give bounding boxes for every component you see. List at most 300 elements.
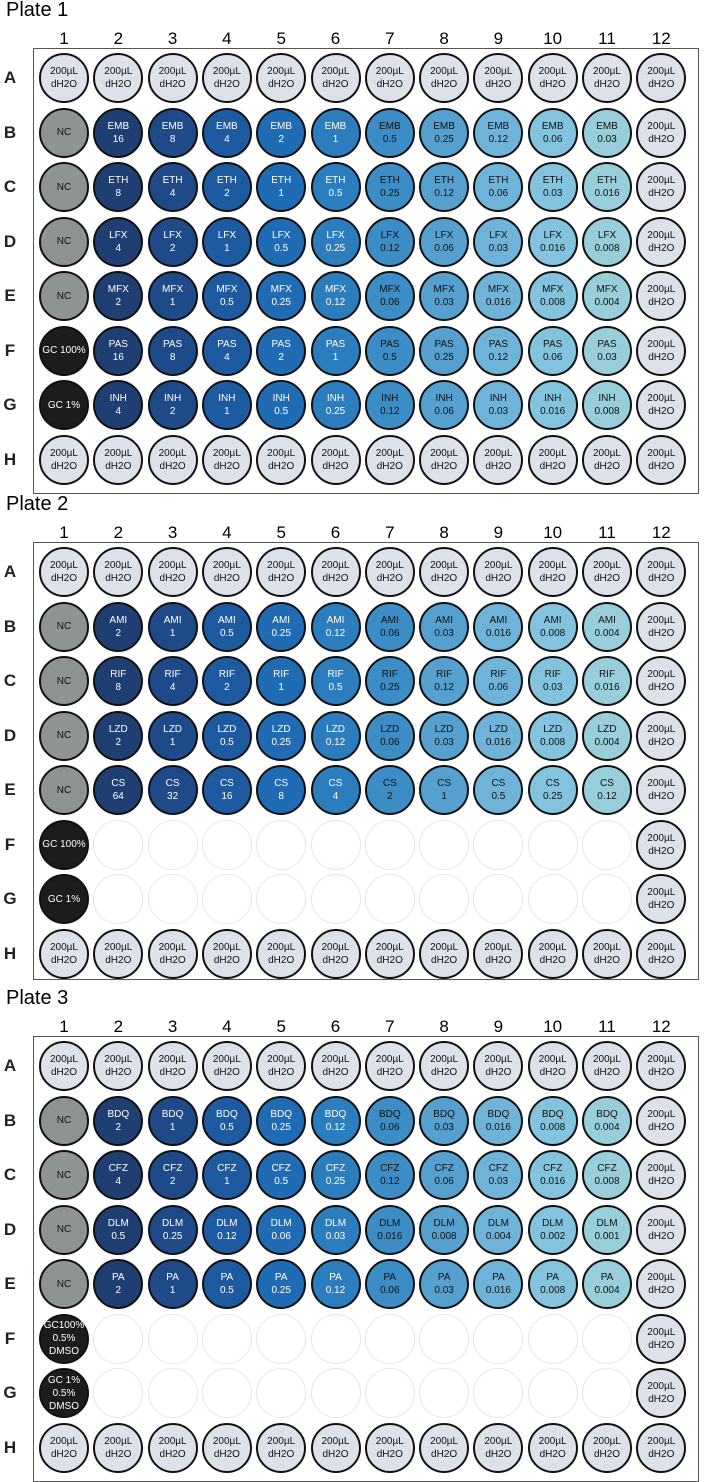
drug-dose: 0.5 [219, 1121, 234, 1133]
drug-well [419, 217, 469, 267]
well-label-line: 200µL [267, 1435, 296, 1447]
drug-dose: 0.03 [488, 406, 509, 417]
well-label-line: dH2O [159, 1067, 186, 1078]
row-header: C [3, 671, 17, 690]
water-well [256, 929, 306, 979]
well-label-line: 200µL [49, 560, 78, 571]
drug-well [256, 217, 306, 267]
drug-well [148, 1096, 198, 1146]
well-label-line: dH2O [648, 1230, 675, 1242]
well-label-line: dH2O [376, 460, 403, 472]
well-label-line: GC 1% [47, 399, 81, 411]
drug-name: MFX [542, 284, 564, 295]
row-header: D [3, 231, 17, 251]
water-well [365, 435, 415, 485]
drug-name: LZD [326, 723, 345, 735]
drug-dose: 0.03 [597, 351, 617, 363]
drug-dose: 0.06 [380, 627, 400, 639]
well-label-line: NC [56, 1169, 72, 1181]
drug-well [93, 1096, 143, 1146]
empty-well [582, 820, 632, 870]
drug-dose: 0.008 [540, 297, 566, 308]
drug-dose: 0.03 [488, 242, 509, 254]
drug-dose: 0.016 [485, 736, 511, 748]
drug-name: MFX [216, 284, 238, 295]
drug-dose: 0.008 [431, 1230, 457, 1242]
well-label-line: 200µL [321, 941, 350, 953]
drug-name: MFX [379, 284, 401, 295]
drug-dose: 0.5 [219, 736, 234, 748]
drug-name: PA [600, 1272, 614, 1283]
water-well [636, 765, 686, 815]
drug-well [256, 765, 306, 815]
drug-well [311, 602, 361, 652]
drug-dose: 0.12 [217, 1230, 237, 1242]
water-well [636, 435, 686, 485]
well-label-line: 200µL [484, 66, 513, 77]
drug-name: CFZ [108, 1163, 129, 1174]
column-header: 5 [276, 29, 286, 48]
drug-name: INH [109, 393, 127, 404]
well-label-line: 200µL [647, 560, 676, 571]
drug-name: PAS [543, 338, 563, 350]
drug-dose: 0.03 [488, 1176, 509, 1187]
empty-well [311, 874, 361, 924]
well-label-line: dH2O [648, 1448, 675, 1460]
well-label-line: dH2O [50, 79, 78, 90]
well-label-line: dH2O [105, 573, 132, 584]
drug-name: BDQ [161, 1108, 184, 1120]
well-label-line: dH2O [648, 133, 675, 145]
drug-well [528, 602, 578, 652]
drug-dose: 0.03 [597, 133, 617, 145]
drug-dose: 2 [169, 242, 176, 254]
empty-well [311, 1314, 361, 1364]
drug-dose: 0.06 [542, 133, 563, 145]
negative-control-well [39, 656, 89, 706]
drug-name: LZD [380, 723, 400, 735]
water-well [419, 547, 469, 597]
well-label-line: NC [56, 1224, 72, 1235]
well-label-line: 200µL [321, 1054, 350, 1065]
empty-well [148, 874, 198, 924]
well-label-line: dH2O [648, 460, 675, 472]
drug-well [365, 1205, 415, 1255]
well-label-line: 200µL [592, 1054, 621, 1065]
drug-well [148, 1205, 198, 1255]
row-header: E [4, 286, 16, 305]
drug-dose: 16 [112, 133, 124, 145]
drug-dose: 0.03 [542, 188, 563, 199]
water-well [528, 929, 578, 979]
column-header: 3 [167, 29, 178, 48]
row-header: E [4, 1274, 16, 1293]
drug-well [202, 326, 252, 376]
water-well [148, 1423, 198, 1473]
drug-well [365, 162, 415, 212]
negative-control-well [39, 108, 89, 158]
well-label-line: dH2O [376, 1448, 403, 1460]
drug-dose: 0.5 [219, 297, 234, 308]
well-label-line: dH2O [268, 573, 295, 584]
drug-name: CS [600, 778, 614, 789]
drug-name: LZD [597, 723, 617, 735]
drug-well [528, 162, 578, 212]
well-label-line: dH2O [485, 460, 512, 472]
well-label-line: 200µL [158, 1054, 187, 1065]
drug-dose: 0.004 [594, 736, 620, 748]
well-label-line: dH2O [159, 460, 186, 472]
well-label-line: dH2O [648, 900, 675, 911]
drug-name: EMB [596, 120, 618, 132]
drug-well [93, 271, 143, 321]
drug-dose: 1 [224, 1176, 230, 1187]
drug-dose: 4 [115, 242, 122, 254]
drug-name: BDQ [433, 1108, 455, 1120]
drug-well [202, 1259, 252, 1309]
drug-name: PAS [597, 338, 617, 350]
drug-name: CS [165, 778, 180, 789]
empty-well [148, 1314, 198, 1364]
well-label-line: dH2O [268, 1067, 295, 1078]
drug-well [256, 1150, 306, 1200]
well-label-line: GC 100% [42, 839, 86, 850]
drug-name: EMB [541, 120, 564, 132]
well-label-line: dH2O [648, 1067, 675, 1078]
well-label-line: dH2O [105, 79, 132, 90]
drug-well [365, 1259, 415, 1309]
column-header: 5 [276, 523, 286, 542]
column-header: 10 [543, 29, 563, 48]
water-well [636, 108, 686, 158]
well-label-line: 200µL [104, 941, 133, 953]
drug-well [148, 711, 198, 761]
water-well [39, 1423, 89, 1473]
drug-well [311, 656, 361, 706]
well-label-line: 200µL [49, 1435, 78, 1447]
drug-dose: 0.016 [540, 406, 566, 417]
well-label-line: 200µL [592, 941, 621, 953]
drug-dose: 0.25 [162, 1230, 183, 1242]
drug-name: CS [111, 778, 126, 789]
well-label-line: dH2O [539, 1448, 566, 1460]
well-label-line: dH2O [593, 573, 621, 584]
well-label-line: 200µL [321, 66, 350, 77]
drug-dose: 0.12 [325, 736, 346, 748]
well-label-line: dH2O [322, 1448, 349, 1460]
empty-well [202, 874, 252, 924]
well-label-line: dH2O [322, 1067, 349, 1078]
drug-dose: 0.03 [542, 682, 563, 693]
drug-name: RIF [381, 669, 398, 680]
drug-dose: 0.03 [434, 736, 454, 748]
drug-dose: 0.12 [325, 627, 346, 639]
drug-name: CS [382, 778, 397, 789]
drug-name: PA [329, 1272, 342, 1283]
drug-dose: 1 [169, 1121, 176, 1133]
negative-control-well [39, 1259, 89, 1309]
well-label-line: dH2O [539, 460, 566, 472]
drug-dose: 2 [387, 791, 393, 802]
drug-dose: 0.25 [271, 1285, 291, 1296]
drug-well [528, 380, 578, 430]
drug-well [365, 656, 415, 706]
drug-dose: 0.12 [380, 242, 400, 254]
drug-name: CFZ [488, 1163, 509, 1174]
well-label-line: 200µL [647, 1435, 676, 1447]
drug-dose: 4 [224, 351, 230, 363]
water-well [256, 435, 306, 485]
well-label-line: dH2O [50, 954, 78, 966]
drug-name: ETH [542, 175, 563, 186]
water-well [473, 929, 523, 979]
well-label-line: 0.5% [52, 1333, 76, 1344]
drug-name: EMB [487, 120, 510, 132]
drug-well [582, 108, 632, 158]
drug-dose: 0.06 [434, 242, 454, 254]
water-well [311, 1041, 361, 1091]
drug-name: CFZ [271, 1163, 291, 1174]
drug-dose: 0.06 [542, 351, 563, 363]
drug-dose: 1 [169, 297, 176, 308]
drug-well [256, 711, 306, 761]
water-well [582, 1041, 632, 1091]
well-label-line: dH2O [50, 1448, 78, 1460]
drug-dose: 2 [115, 736, 122, 748]
drug-name: PAS [325, 338, 346, 350]
column-header: 3 [167, 523, 178, 542]
row-header: F [4, 340, 16, 360]
drug-name: BDQ [216, 1108, 238, 1120]
column-header: 4 [222, 523, 232, 542]
drug-well [528, 326, 578, 376]
well-label-line: dH2O [376, 954, 403, 966]
well-label-line: dH2O [376, 1067, 403, 1078]
drug-name: PAS [108, 338, 128, 350]
drug-well [148, 271, 198, 321]
water-well [256, 547, 306, 597]
drug-name: BDQ [596, 1108, 618, 1120]
water-well [636, 326, 686, 376]
drug-well [311, 1150, 361, 1200]
drug-name: RIF [490, 669, 507, 680]
drug-dose: 0.06 [434, 406, 454, 417]
drug-name: ETH [597, 175, 617, 186]
drug-well [93, 162, 143, 212]
well-label-line: 200µL [430, 66, 459, 77]
water-well [365, 1423, 415, 1473]
drug-name: MFX [433, 284, 455, 295]
water-well [582, 53, 632, 103]
drug-dose: 1 [169, 627, 176, 639]
drug-dose: 0.25 [271, 736, 291, 748]
drug-name: PAS [217, 338, 237, 350]
water-well [528, 435, 578, 485]
drug-dose: 0.25 [271, 297, 291, 308]
drug-name: LZD [163, 723, 183, 735]
water-well [365, 1041, 415, 1091]
row-header: F [4, 834, 16, 854]
well-label-line: dH2O [50, 460, 78, 472]
drug-well [365, 108, 415, 158]
well-label-line: 200µL [647, 120, 676, 132]
drug-dose: 0.008 [594, 1176, 620, 1187]
drug-name: MFX [107, 284, 129, 295]
well-label-line: dH2O [376, 573, 403, 584]
well-label-line: dH2O [593, 79, 621, 90]
water-well [202, 1423, 252, 1473]
well-label-line: 200µL [592, 560, 621, 571]
drug-name: EMB [107, 120, 130, 132]
drug-name: LFX [489, 229, 508, 241]
drug-name: PAS [380, 338, 400, 350]
drug-well [256, 1259, 306, 1309]
drug-well [311, 271, 361, 321]
well-label-line: 200µL [484, 1435, 513, 1447]
well-label-line: 200µL [321, 1435, 350, 1447]
drug-well [582, 162, 632, 212]
drug-well [365, 602, 415, 652]
water-well [148, 547, 198, 597]
drug-name: LFX [326, 229, 345, 241]
well-label-line: dH2O [485, 954, 512, 966]
negative-control-well [39, 217, 89, 267]
drug-well [256, 162, 306, 212]
drug-name: AMI [380, 614, 399, 626]
well-label-line: 200µL [104, 447, 133, 459]
drug-well [365, 1096, 415, 1146]
drug-name: PA [437, 1272, 451, 1283]
well-label-line: dH2O [648, 627, 675, 639]
drug-well [582, 656, 632, 706]
drug-well [202, 1205, 252, 1255]
well-label-line: dH2O [159, 573, 186, 584]
drug-name: MFX [324, 284, 347, 295]
drug-well [202, 1150, 252, 1200]
empty-well [365, 820, 415, 870]
well-label-line: dH2O [431, 573, 458, 584]
drug-dose: 0.016 [540, 242, 566, 254]
drug-name: DLM [596, 1217, 618, 1229]
well-label-line: 200µL [647, 175, 676, 186]
water-well [528, 1041, 578, 1091]
well-label-line: dH2O [431, 954, 458, 966]
well-label-line: dH2O [105, 1448, 132, 1460]
well-label-line: 200µL [484, 447, 513, 459]
column-header: 9 [493, 29, 504, 48]
drug-dose: 0.5 [219, 627, 234, 639]
drug-well [311, 1205, 361, 1255]
drug-name: PA [546, 1272, 559, 1283]
well-label-line: dH2O [322, 79, 349, 90]
water-well [202, 929, 252, 979]
drug-well [202, 602, 252, 652]
well-label-line: dH2O [648, 845, 675, 857]
drug-name: ETH [108, 175, 129, 186]
drug-well [528, 1259, 578, 1309]
drug-dose: 0.25 [325, 242, 346, 254]
well-label-line: dH2O [50, 573, 78, 584]
well-label-line: 200µL [647, 941, 676, 953]
well-label-line: dH2O [648, 297, 675, 308]
well-label-line: 200µL [375, 1435, 404, 1447]
well-label-line: 200µL [647, 1163, 676, 1174]
drug-name: CS [545, 778, 560, 789]
empty-well [528, 874, 578, 924]
drug-dose: 4 [332, 791, 339, 802]
drug-name: ETH [162, 175, 183, 186]
empty-well [202, 1368, 252, 1418]
well-label-line: dH2O [648, 406, 675, 417]
empty-well [148, 820, 198, 870]
drug-name: PA [383, 1272, 397, 1283]
drug-well [311, 711, 361, 761]
water-well [256, 53, 306, 103]
drug-name: LFX [109, 229, 128, 241]
drug-name: INH [163, 393, 182, 404]
drug-name: INH [381, 393, 399, 404]
water-well [636, 271, 686, 321]
drug-dose: 2 [115, 297, 122, 308]
well-label-line: dH2O [431, 1067, 458, 1078]
drug-well [582, 217, 632, 267]
empty-well [582, 1368, 632, 1418]
drug-dose: 1 [332, 133, 339, 145]
drug-dose: 0.008 [540, 1285, 566, 1296]
water-well [202, 547, 252, 597]
drug-name: AMI [489, 614, 508, 626]
drug-name: MFX [487, 284, 509, 295]
drug-dose: 1 [441, 791, 447, 802]
drug-name: DLM [107, 1217, 129, 1229]
water-well [528, 53, 578, 103]
drug-name: DLM [162, 1217, 184, 1229]
well-label-line: NC [56, 784, 72, 796]
well-label-line: 200µL [49, 447, 78, 459]
drug-name: BDQ [270, 1108, 293, 1120]
negative-control-well [39, 1150, 89, 1200]
water-well [582, 1423, 632, 1473]
drug-well [93, 217, 143, 267]
row-header: A [3, 68, 17, 87]
well-label-line: 200µL [647, 229, 676, 241]
drug-name: AMI [435, 614, 453, 626]
well-label-line: dH2O [648, 736, 675, 748]
drug-name: DLM [270, 1217, 292, 1229]
well-label-line: 200µL [375, 447, 404, 459]
drug-name: CFZ [542, 1163, 563, 1174]
empty-well [365, 874, 415, 924]
row-header: A [3, 1056, 17, 1075]
drug-dose: 0.25 [380, 188, 400, 199]
column-header: 9 [493, 1017, 504, 1036]
drug-well [148, 108, 198, 158]
column-header: 7 [385, 29, 395, 48]
well-label-line: dH2O [105, 1067, 132, 1078]
well-label-line: dH2O [268, 460, 295, 472]
negative-control-well [39, 271, 89, 321]
water-well [39, 435, 89, 485]
well-label-line: 200µL [212, 941, 241, 953]
drug-dose: 1 [224, 242, 230, 254]
drug-well [365, 380, 415, 430]
water-well [636, 874, 686, 924]
water-well [93, 1423, 143, 1473]
well-label-line: 200µL [430, 447, 459, 459]
drug-name: INH [489, 393, 507, 404]
drug-name: CFZ [434, 1163, 454, 1174]
drug-name: AMI [109, 614, 128, 626]
